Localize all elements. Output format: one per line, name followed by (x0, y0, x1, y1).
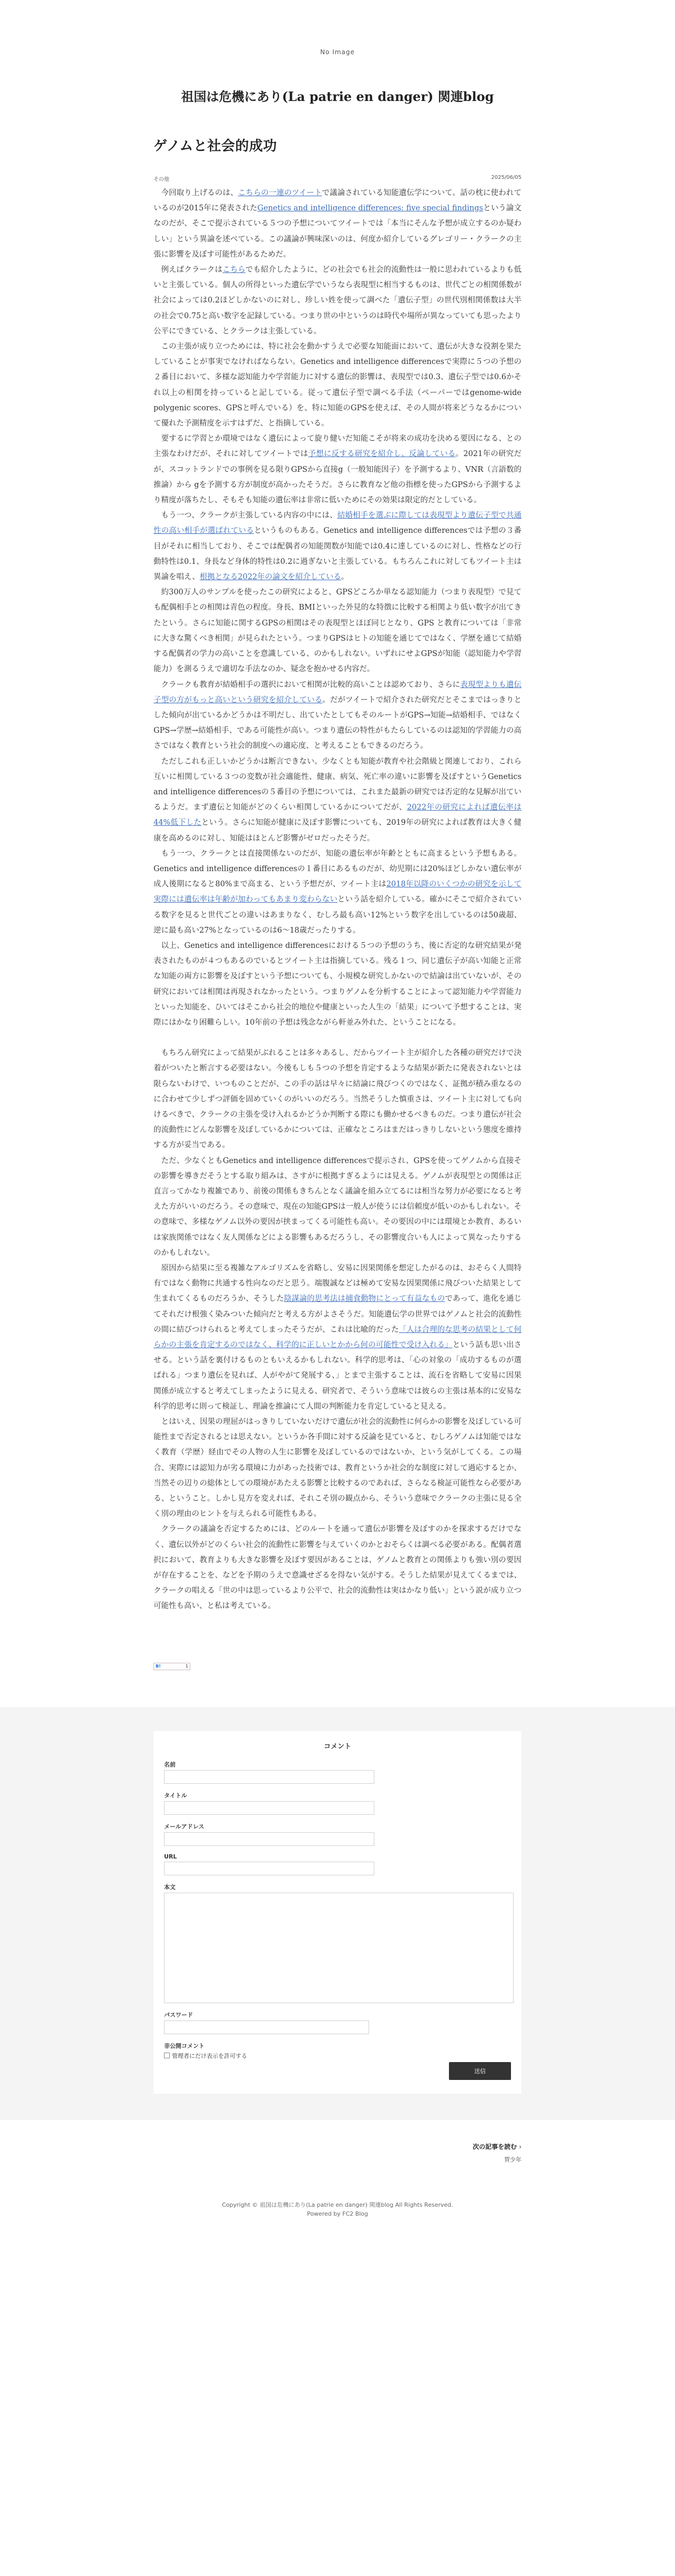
paragraph-text: クラークも教育が結婚相手の選択において相関が比較的高いことは認めており、さらに (161, 680, 461, 689)
article-paragraph (154, 1261, 521, 1415)
private-label: 非公開コメント (164, 2042, 204, 2049)
article-category[interactable]: その他 (154, 177, 169, 183)
page-footer (0, 2200, 675, 2236)
private-option[interactable] (164, 2052, 511, 2060)
paragraph-text: でも紹介したように、どの社会でも社会的流動性は一般に思われているよりも低いと主張している。個人の所得といった遺伝学でいうなら表現型に相当するものは、世代ごとの相関係数が社会によっては0.2ほどしかないのに対し、珍しい姓を使って調べた「遺伝子型」の世代別相関係数は大半の社会で0.75と高い数字を記録している。つまり世の中というのは時代や場所が異なっていても思ったより公平にできている、とクラークは主張している。 (154, 266, 522, 336)
title-field[interactable] (164, 1801, 374, 1815)
paragraph-text: というものもある。Genetics and intelligence differencesでは予想の３番目がそれに相当しており、そこでは配偶者の知能関数が知能では0.4に達しているのに対し、性格などの行動特性は0.1、身長など身体的特性は0.2に過ぎないと主張している。もちろんこれに対してもツイート主は異論を唱え、 (154, 527, 521, 582)
email-field[interactable] (164, 1832, 374, 1846)
paragraph-text: という話も思い出させる。という話を裏付けるものともいえるかもしれない。科学的思考は、「心の対象の「成功するものが選ばれる」つまり遺伝を見れば、人がやがて発展する、」とまで主張することは、流石を省略して安易に因果関係が成立すると考えてしまったように見える、研究者で、そういう意味では彼らの主張は基本的に安易な科学的思考に則って検証し、理論を推論にて人間の判断能力を肯定していると見える。 (154, 1341, 521, 1411)
inline-link[interactable]: 根拠となる2022年の論文を紹介している (199, 573, 341, 582)
paragraph-text: 例えばクラークは (161, 266, 223, 275)
article-paragraph (154, 1522, 521, 1614)
inline-link[interactable]: こちらの一連のツイート (238, 189, 322, 197)
paragraph-text: 。2021年の研究だが、スコットランドでの事例を見る限りGPSから直接g（一般知能因子）を予測するより、VNR（言語数的推論）から gを予測する方が制度が高かったそうだ。さらに教育など他の指標を使ったGPSから予測するより精度が落ちたし、そもそも知能の遺伝率は非常に低いためにその効果は限定的だとしている。 (154, 450, 522, 505)
comment-form (154, 1731, 521, 2094)
password-label: パスワード (164, 2011, 193, 2018)
paragraph-text: 約300万人のサンプルを使ったこの研究によると、GPSどころか単なる認知能力（つまり表現型）で見ても配偶相手との相関は青色の程度。身長、BMIといった外見的な特徴に比較する相関より低い数字が出てきたという。さらに知能に関するGPSの相関はその表現型とほぼ同じとなり、GPS と教育については「非常に大きな驚くべき相関」が見られたという。つまりGPSはヒトの知能を通じてではなく、学歴を通じて結婚する配偶者の学力の高いことを意識している、のかもしれない。いずれにせよGPSが知能（認知能力や学習能力）を測るうえで適切な手法なのか、疑念を抱かせる内容だ。 (154, 588, 521, 674)
article-paragraph (154, 1046, 521, 1153)
paragraph-text: 以上、Genetics and intelligence differencesにおける５つの予想のうち、後に否定的な研究結果が発表されたものが４つもあるのでいるとツイート主は指摘している。残る１つ、同じ遺伝子が高い知能と正常な知能の両方に影響を及ぼすという予想についても、小規模な研究しかないので結論は出ていないが、その研究においては相関は再現されなかったという。つまりゲノムを分析することによって認知能力や学習能力といった知能を、ひいてはそこから社会的地位や健康といった人生の「結果」について予想することは、実際にはかなり困難らしい。10年前の予想は残念ながら軒並み外れた、ということになる。 (154, 941, 521, 1027)
powered-by-text: Powered by FC2 Blog (306, 2210, 369, 2217)
article-paragraph (154, 1415, 521, 1522)
paragraph-text: もちろん研究によって結果がぶれることは多々あるし、だからツイート主が紹介した各種の研究だけで決着がついたと断言する必要はない。今後もしも５つの予想を肯定するような結果が新たに発表されないとは限らないわけで、いつものことだが、この手の話は早々に結論に飛びつくのではなく、証拠が積み重なるのに合わせて少しずつ評価を固めていくのがいいのだろう。当然そうした慎重さは、ツイート主に対しても向けるべきで、クラークの主張を受け入れるかどうか判断する際にも働かせるべきものだ。つまり遺伝が社会的流動性にどんな影響を及ぼしているかについては、正確なところはまだはっきりしないという態度を維持する方が妥当である。 (154, 1049, 521, 1150)
paragraph-text: クラークの議論を否定するためには、どのルートを通って遺伝が影響を及ぼすのかを探求するだけでなく、遺伝以外がどのくらい社会的流動性に影響を与えていくのかとおそらくは調べる必要がある。配偶者選択において、教育よりも大きな影響を及ぼす要因があることは、ゲノムと教育との関係よりも強い別の要因が存在することを、などを予期のうえで意識せざるを得ない気がする。そうした結果が見えてくるまでは、クラークの唱える「世の中は思っているより公平で、社会的流動性は実はかなり低い」という説が成り立つ可能性も高い、と私は考えている。 (154, 1525, 521, 1611)
paragraph-text: もう一つ、クラークが主張している内容の中には、 (161, 511, 338, 520)
article-paragraph (154, 186, 521, 262)
article (154, 105, 521, 1670)
next-article-nav[interactable] (154, 2141, 521, 2164)
article-paragraph (154, 754, 521, 846)
comment-section (0, 1707, 675, 2120)
name-label: 名前 (164, 1761, 176, 1768)
inline-link[interactable]: 表現型よりも遺伝子型の方がもっと高いという研究を紹介している (154, 680, 521, 704)
url-field[interactable] (164, 1862, 374, 1875)
article-meta (154, 175, 521, 183)
paragraph-text: という話を紹介している。確かにそこで紹介されている数字を見ると世代ごとの違いはあまりなく、むしろ最も高い12%という数字を出しているのは50歳超、逆に最も高い27%となっているのは6～18歳だったりする。 (154, 895, 521, 935)
bookmark-icon: B! (156, 1664, 161, 1669)
article-paragraph (154, 678, 521, 754)
article-body (154, 186, 521, 1614)
paragraph-text: この主張が成り立つためには、特に社会を動かすうえで必要な知能面において、遺伝が大きな役割を果たしていることが事実でなければならない。Genetics and intelligence differencesで実際に５つの予想の２番目において、多様な認知能力や学習能力に対する遺伝的影響は、表現型では0.3、遺伝子型では0.6かそれ以上の相関を持っていると記している。従って遺伝子型で調べる手法（ペーパーではgenome-wide polygenic scores、GPSと呼んでいる）を、特に知能のGPSを使えば、その人間が将来どうなるかについて優れた予測精度を示すはずだ、と指摘している。 (154, 342, 521, 428)
article-paragraph (154, 938, 521, 1031)
article-paragraph (154, 262, 521, 339)
inline-link[interactable]: Genetics and intelligence differences: five special findings (257, 204, 483, 213)
article-title: ゲノムと社会的成功 (154, 138, 277, 154)
page-header (0, 0, 675, 105)
paragraph-text: で議論されている知能遺伝学について。話の枕に使われているのが2015年に発表された (154, 189, 522, 213)
submit-row (164, 2062, 511, 2080)
inline-link[interactable]: 結婚相手を選ぶに際しては表現型より遺伝子型で共通性の高い相手が選ばれている (154, 511, 522, 536)
paragraph-text: という論文なのだが、そこで提示されている５つの予想についてツイートでは「本当にそんな予想が成立するのか疑わしい」という異論を述べている。この議論が興味深いのは、何度か紹介しているグレゴリー・クラークの主張に影響を及ぼす可能性があるためだ。 (154, 204, 522, 259)
title-label: タイトル (164, 1792, 187, 1799)
article-date: 2025/06/05 (491, 175, 521, 180)
hatena-bookmark-button[interactable] (154, 1663, 190, 1670)
inline-link[interactable]: 「人は合理的な思考の結果として何らかの主張を肯定するのではなく、科学的に正しいとかから何の可能性で受け入れる」 (154, 1325, 522, 1350)
paragraph-text: ただしこれも正しいかどうかは断言できない。少なくとも知能が教育や社会階級と関連しており、これら互いに相関している３つの変数が社会適能性、健康、病気、死亡率の違いに影響を及ぼすというGenetics and intelligence differencesの５番目の予想については、これまた最新の研究では否定的な見解が出ているようだ。まず遺伝と知能がどのくらい相関しているかについてだが、 (154, 757, 521, 812)
paragraph-text: 原因から結果に至る複雑なアルゴリズムを省略し、安易に因果関係を想定したがるのは、おそらく人間特有ではなく動物に共通する性向なのだと思う。端腹誠などは極めて安易な因果関係に飛びついた結果として生まれてくるものだろうか、そうした (154, 1264, 521, 1304)
inline-link[interactable]: こちら (222, 266, 246, 275)
body-label: 本文 (164, 1883, 176, 1891)
article-paragraph (154, 846, 521, 938)
paragraph-text: ただ、少なくともGenetics and intelligence differencesで提示され、GPSを使ってゲノムから直接その影響を導きだそうとする取り組みは、さすがに根拠すぎるようには見える。ゲノムが表現型との関係は正直言ってかなり複雑であり、前後の関係もきちんとなく議論を組み立てるには相当な努力が必要になると考えた方がいいのだろう。その意味で、現在の知能GPSは一般人が使うには信頼度が低いのかもしれない。その意味で、多様なゲノム以外の要因が挟まってくる可能性も高い。その要因の中には環境とか教育、あるいは家族関係ではなく友人関係などによる影響もあるだろうし、その影響度合いも人によって異なったりするのかもしれない。 (154, 1156, 521, 1257)
paragraph-text: という。さらに知能が健康に及ぼす影響についても、2019年の研究によれば教育は大きく健康を高めるのに対し、知能はほとんど影響がゼロだったそうだ。 (154, 819, 522, 843)
submit-button[interactable]: 送信 (449, 2062, 511, 2080)
chevron-right-icon: › (519, 2143, 521, 2150)
paragraph-text: もう一つ、クラークとは直接関係ないのだが、知能の遺伝率が年齢とともに高まるという予想もある。Genetics and intelligence differencesの１番目にあるものだが、幼児期には20%ほどしかない遺伝率が成人後期になると80%まで高まる、という予想だが、ツイート主は (154, 849, 521, 889)
paragraph-text: 要するに学習とか環境ではなく遺伝によって旋り健いだ知能こそが将来の成功を決める要因になる、との主張なわけだが、それに対してツイートでは (154, 435, 521, 459)
url-label: URL (164, 1853, 177, 1860)
inline-link[interactable]: 予想に反する研究を紹介し、反論している (308, 450, 456, 459)
email-label: メールアドレス (164, 1823, 204, 1830)
paragraph-text: であって、進化を通じてそれだけ根強く染みついた傾向だと考える方がよさそうだ。知能遺伝学の世界ではゲノムと社会的流動性の間に結びつけられると考えてしまったそうだが、これは比喩的だった (154, 1295, 521, 1334)
comment-body-textarea[interactable] (164, 1893, 514, 2003)
paragraph-text: 。 (341, 573, 349, 582)
article-paragraph (154, 508, 521, 585)
name-field[interactable] (164, 1770, 374, 1784)
article-paragraph (154, 585, 521, 677)
comment-heading: コメント (323, 1742, 351, 1751)
inline-link[interactable]: 2018年以降のいくつかの研究を示して実際には遺伝率は年齢が加わってもあまり変わらない (154, 880, 521, 904)
next-article-label[interactable]: 次の記事を読む (473, 2143, 517, 2150)
article-paragraph (154, 431, 521, 508)
paragraph-text: 今回取り上げるのは、 (161, 189, 238, 197)
next-article-title[interactable]: 賀少年 (504, 2156, 521, 2163)
password-field[interactable] (164, 2021, 369, 2034)
no-image-placeholder: No Image (320, 48, 355, 56)
article-paragraph (154, 1154, 521, 1261)
inline-link[interactable]: 2022年の研究によれば遺伝率は44%低下した (154, 803, 521, 827)
blog-title-link[interactable]: 祖国は危機にあり(La patrie en danger) 関連blog (181, 89, 494, 104)
private-checkbox[interactable] (164, 2053, 170, 2058)
bookmark-count: 1 (185, 1664, 188, 1669)
copyright-text: Copyright © 祖国は危機にあり(La patrie en danger) 関連blog All Rights Reserved. (222, 2201, 453, 2208)
paragraph-text: とはいえ、因果の理屈がはっきりしていないだけで遺伝が社会的流動性に何らかの影響を及ぼしている可能性まで否定されるとは思えない。というか各手間に対する反論を見ていると、むしろゲノムは知能ではなく教育（学歴）経由でその人物の人生に影響を及ぼしているのではないか、という気がしてくる。この場合、実際には認知力が劣る環境に力があった技術では、教育というか社会的な制度に対して過応するとか、当然その辺りの総体としての環境があたえる影響と比較するのであれば、さらなる検証可能性なら必要がある、ということ。しかし見方を変えれば、それこそ別の観点から、そういう意味でクラークの主張に見る全く別の理由のヒントを与えられる可能性もある。 (154, 1418, 521, 1519)
blog-title (0, 86, 675, 105)
paragraph-text: 。だがツイートで紹介された研究だとそこまではっきりとした傾向が出ているかどうかは不明だし、出ていたとしてもそのルートがGPS→知能→結婚相手、ではなくGPS→学歴→結婚相手、である可能性が高い。つまり遺伝の特性がもたらしているのは認知的学習能力の高さではなく教育という社会的制度への適応度、と考えることもできるのだろう。 (154, 695, 522, 751)
private-option-label: 管理者にだけ表示を許可する (172, 2052, 247, 2059)
inline-link[interactable]: 陰謀論的思考法は捕食動物にとって有益なもの (284, 1295, 445, 1304)
article-paragraph (154, 339, 521, 431)
